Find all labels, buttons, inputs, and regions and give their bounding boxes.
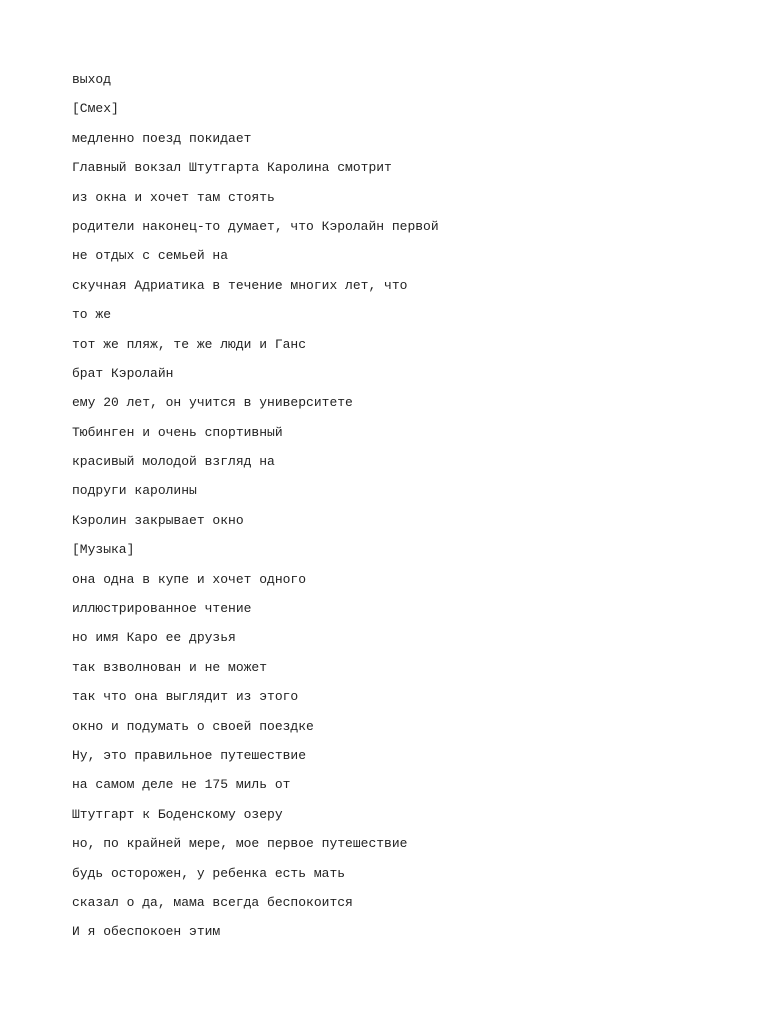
transcript-line: будь осторожен, у ребенка есть мать (72, 865, 346, 881)
transcript-line: так что она выглядит из этого (72, 689, 299, 705)
transcript-line: она одна в купе и хочет одного (72, 571, 307, 587)
transcript-line: Кэролин закрывает окно (72, 512, 244, 528)
transcript-line: Тюбинген и очень спортивный (72, 424, 283, 440)
transcript-line: из окна и хочет там стоять (72, 189, 275, 205)
transcript-line: так взволнован и не может (72, 659, 268, 675)
transcript-line: подруги каролины (72, 483, 197, 499)
transcript-line: [Смех] (72, 101, 119, 117)
transcript-line: не отдых с семьей на (72, 248, 229, 264)
transcript-line: И я обеспокоен этим (72, 924, 221, 940)
transcript-line: окно и подумать о своей поездке (72, 718, 314, 734)
transcript-line: на самом деле не 175 миль от (72, 777, 291, 793)
transcript-line: скучная Адриатика в течение многих лет, что (72, 277, 408, 293)
transcript-line: красивый молодой взгляд на (72, 454, 275, 470)
transcript-line: Главный вокзал Штутгарта Каролина смотрит (72, 160, 392, 176)
transcript-line: ему 20 лет, он учится в университете (72, 395, 353, 411)
transcript-line: тот же пляж, те же люди и Ганс (72, 336, 307, 352)
transcript-line: выход (72, 72, 112, 87)
transcript-line: Ну, это правильное путешествие (72, 747, 307, 763)
transcript-line: брат Кэролайн (72, 365, 174, 381)
transcript-line: родители наконец-то думает, что Кэролайн первой (72, 218, 439, 234)
transcript-line: медленно поезд покидает (72, 130, 252, 146)
transcript-line: Штутгарт к Боденскому озеру (72, 806, 283, 822)
transcript-line: сказал о да, мама всегда беспокоится (72, 894, 353, 910)
transcript-line: [Музыка] (72, 542, 135, 558)
transcript-text (72, 68, 439, 950)
transcript-line: но, по крайней мере, мое первое путешествие (72, 836, 408, 852)
transcript-line: то же (72, 307, 112, 323)
transcript-line: но имя Каро ее друзья (72, 630, 236, 646)
transcript-line: иллюстрированное чтение (72, 601, 252, 617)
